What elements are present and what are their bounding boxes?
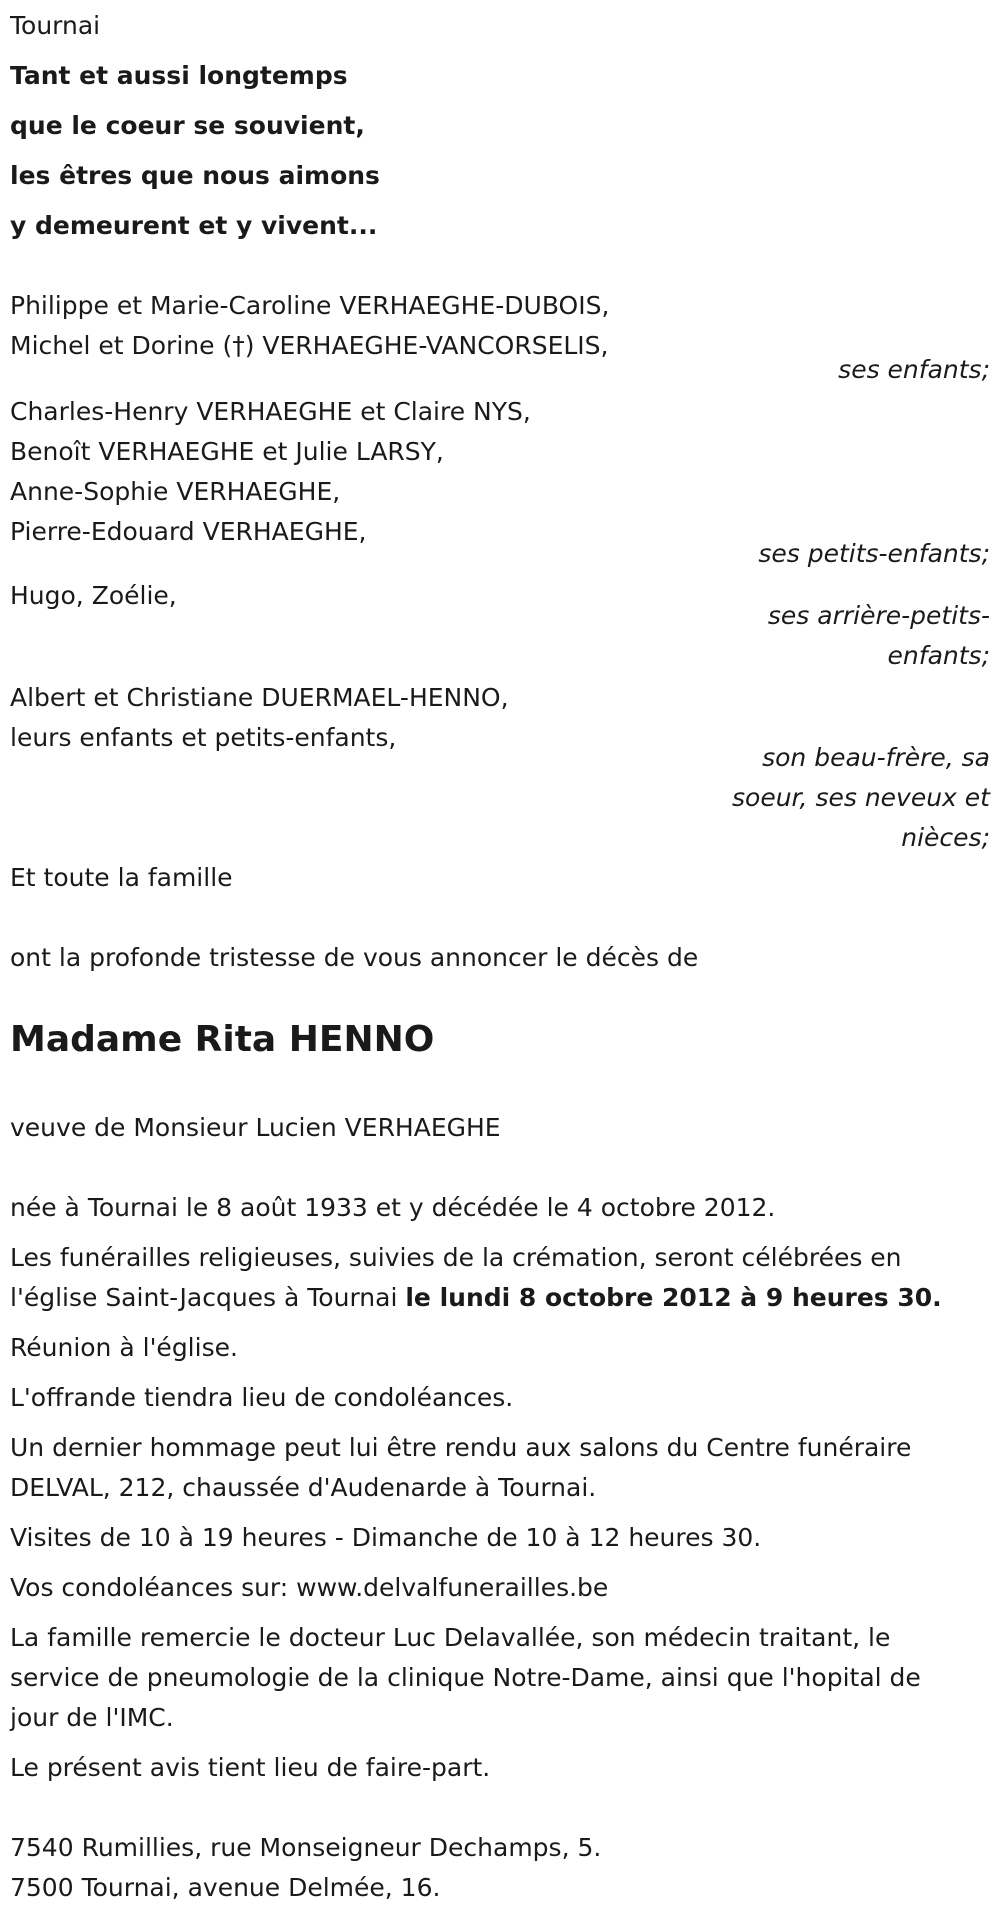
children-label: ses enfants; (838, 355, 990, 384)
homage-line: DELVAL, 212, chaussée d'Audenarde à Tournai. (10, 1473, 597, 1502)
address-line: 7500 Tournai, avenue Delmée, 16. (10, 1873, 441, 1902)
poem-line: que le coeur se souvient, (10, 111, 365, 140)
thanks-line: La famille remercie le docteur Luc Delavallée, son médecin traitant, le (10, 1623, 891, 1652)
in-laws-line: Albert et Christiane DUERMAEL-HENNO, (10, 683, 509, 712)
address-line: 7540 Rumillies, rue Monseigneur Dechamps, 5. (10, 1833, 602, 1862)
funeral-location: l'église Saint-Jacques à Tournai (10, 1283, 406, 1312)
widow-of-text: veuve de Monsieur Lucien VERHAEGHE (10, 1113, 501, 1142)
funeral-date: le lundi 8 octobre 2012 à 9 heures 30. (405, 1283, 942, 1312)
thanks-line: jour de l'IMC. (10, 1703, 174, 1732)
funeral-line (10, 1278, 942, 1318)
poem-line: les êtres que nous aimons (10, 161, 380, 190)
in-laws-label: soeur, ses neveux et (732, 783, 990, 812)
birth-death-text: née à Tournai le 8 août 1933 et y décédée le 4 octobre 2012. (10, 1193, 776, 1222)
announcement-text: ont la profonde tristesse de vous annoncer le décès de (10, 943, 699, 972)
deceased-name: Madame Rita HENNO (10, 1019, 435, 1060)
offering-text: L'offrande tiendra lieu de condoléances. (10, 1383, 514, 1412)
grandchildren-line: Anne-Sophie VERHAEGHE, (10, 477, 341, 506)
grandchildren-line: Pierre-Edouard VERHAEGHE, (10, 517, 367, 546)
poem-line: Tant et aussi longtemps (10, 61, 348, 90)
condolences-text: Vos condoléances sur: www.delvalfunerailles.be (10, 1573, 609, 1602)
all-family-line: Et toute la famille (10, 863, 233, 892)
in-laws-label: nièces; (901, 823, 990, 852)
reunion-text: Réunion à l'église. (10, 1333, 238, 1362)
in-laws-line: leurs enfants et petits-enfants, (10, 723, 397, 752)
great-grandchildren-label: enfants; (887, 641, 990, 670)
poem-line: y demeurent et y vivent... (10, 211, 378, 240)
funeral-line: Les funérailles religieuses, suivies de la crémation, seront célébrées en (10, 1243, 902, 1272)
children-line: Philippe et Marie-Caroline VERHAEGHE-DUBOIS, (10, 291, 610, 320)
homage-line: Un dernier hommage peut lui être rendu aux salons du Centre funéraire (10, 1433, 912, 1462)
children-line: Michel et Dorine (†) VERHAEGHE-VANCORSELIS, (10, 331, 609, 360)
visits-text: Visites de 10 à 19 heures - Dimanche de 10 à 12 heures 30. (10, 1523, 762, 1552)
thanks-line: service de pneumologie de la clinique Notre-Dame, ainsi que l'hopital de (10, 1663, 921, 1692)
grandchildren-line: Charles-Henry VERHAEGHE et Claire NYS, (10, 397, 531, 426)
great-grandchildren-label: ses arrière-petits- (767, 601, 990, 630)
grandchildren-line: Benoît VERHAEGHE et Julie LARSY, (10, 437, 444, 466)
notice-text: Le présent avis tient lieu de faire-part. (10, 1753, 491, 1782)
in-laws-label: son beau-frère, sa (762, 743, 990, 772)
city-heading: Tournai (10, 11, 101, 40)
great-grandchildren-line: Hugo, Zoélie, (10, 581, 177, 610)
grandchildren-label: ses petits-enfants; (758, 539, 990, 568)
